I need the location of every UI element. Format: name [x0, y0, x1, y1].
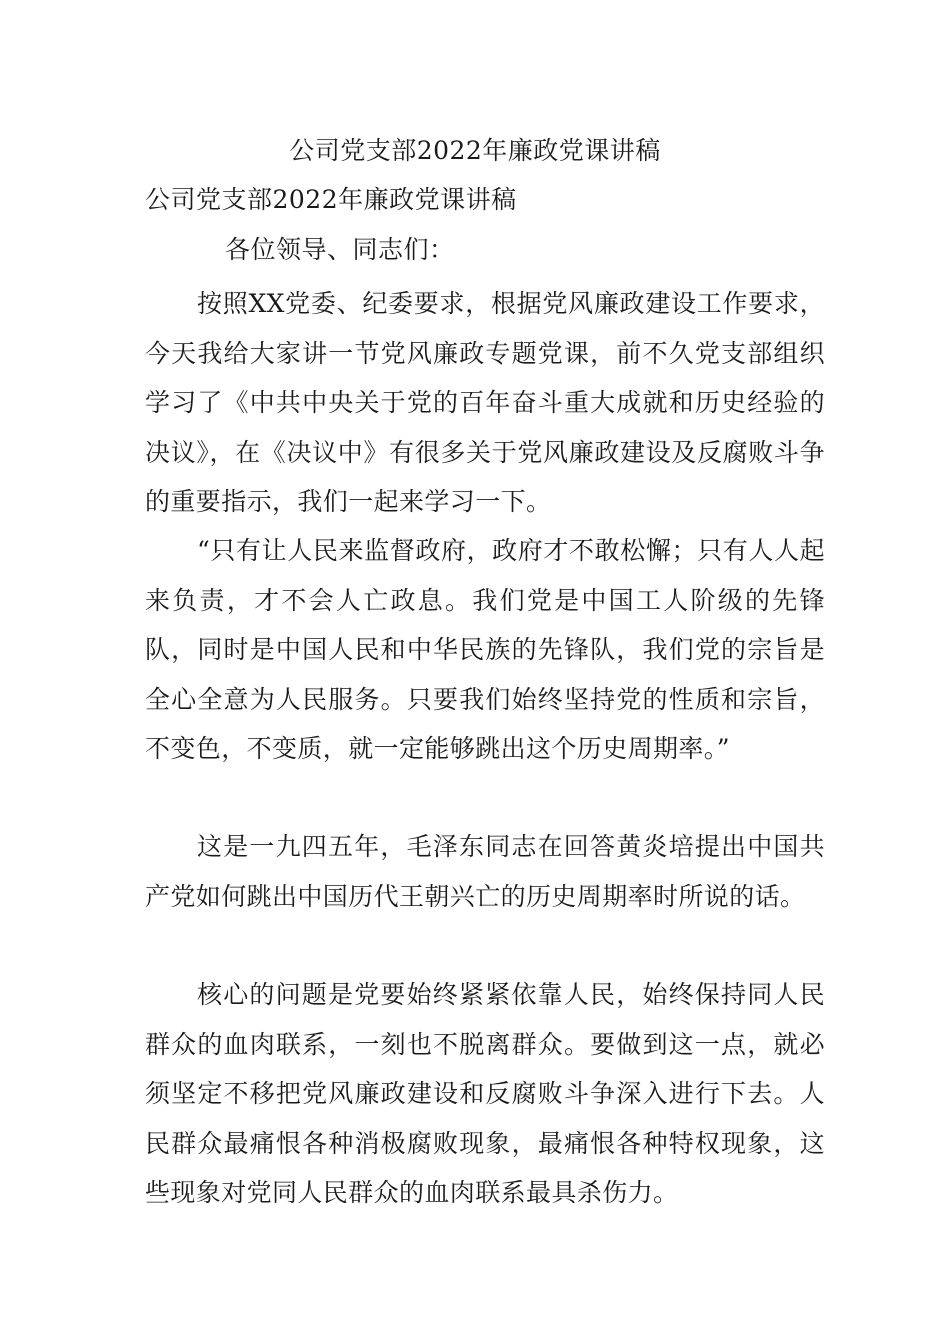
paragraph: 核心的问题是党要始终紧紧依靠人民，始终保持同人民群众的血肉联系，一刻也不脱离群众。要做到这一点，就必须坚定不移把党风廉政建设和反腐败斗争深入进行下去。人民群众最痛恨各种消极腐败现象，最痛恨各种特权现象，这些现象对党同人民群众的血肉联系最具杀伤力。 [145, 980, 825, 1207]
document-subtitle: 公司党支部2022年廉政党课讲稿 [145, 185, 517, 214]
paragraph: 按照XX党委、纪委要求，根据党风廉政建设工作要求，今天我给大家讲一节党风廉政专题党课，前不久党支部组织学习了《中共中央关于党的百年奋斗重大成就和历史经验的决议》，在《决议中》有很多关于党风廉政建设及反腐败斗争的重要指示，我们一起来学习一下。 [145, 289, 825, 516]
paragraph: 这是一九四五年，毛泽东同志在回答黄炎培提出中国共产党如何跳出中国历代王朝兴亡的历史周期率时所说的话。 [145, 832, 825, 911]
salutation: 各位领导、同志们： [225, 235, 455, 264]
paragraph: “只有让人民来监督政府，政府才不敢松懈；只有人人起来负责，才不会人亡政息。我们党是中国工人阶级的先锋队，同时是中国人民和中华民族的先锋队，我们党的宗旨是全心全意为人民服务。只要我们始终坚持党的性质和宗旨，不变色，不变质，就一定能够跳出这个历史周期率。” [145, 536, 825, 763]
document-title: 公司党支部2022年廉政党课讲稿 [289, 136, 661, 165]
